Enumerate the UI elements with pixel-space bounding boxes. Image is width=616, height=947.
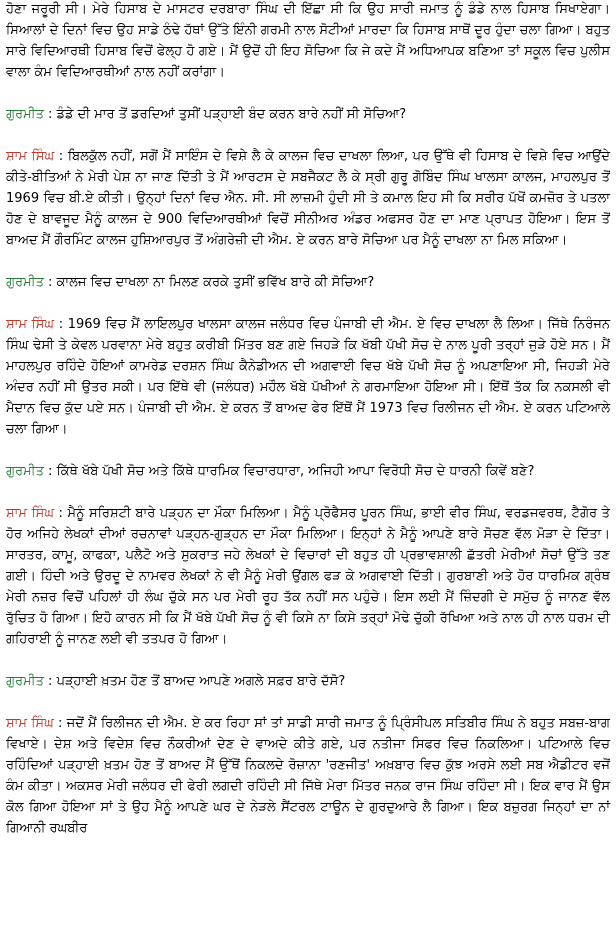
question-1 [6,104,610,125]
speaker-name-interviewee: ਸ਼ਾਮ ਸਿੰਘ [6,317,55,332]
question-4 [6,671,610,692]
answer-text: ਬਿਲਕੁੱਲ ਨਹੀਂ, ਸਗੋਂ ਮੈਂ ਸਾਇੰਸ ਦੇ ਵਿਸ਼ੇ ਲੈ ਕੇ ਕਾਲਜ ਵਿਚ ਦਾਖਲਾ ਲਿਆ, ਪਰ ਉੱਥੇ ਵੀ ਹਿਸਾਬ ਦੇ ਵਿਸ਼ੇ ਵਿਚ ਆਉਂਦੇ ਕੀਤੇ-ਬੀਤਿਆਂ ਨੇ ਮੇਰੀ ਪੇਸ਼ ਨਾ ਜਾਣ ਦਿੱਤੀ ਤੇ ਮੈਂ ਆਰਟਸ ਦੇ ਸਬਜੈਕਟ ਲੈ ਕੇ ਸ੍ਰੀ ਗੁਰੂ ਗੋਬਿੰਦ ਸਿੰਘ ਖਾਲਸਾ ਕਾਲਜ, ਮਾਹਲਪੁਰ ਤੋਂ 1969 ਵਿਚ ਬੀ.ਏ ਕੀਤੀ। ਉਨ੍ਹਾਂ ਦਿਨਾਂ ਵਿਚ ਐਨ. ਸੀ. ਸੀ ਲਾਜ਼ਮੀ ਹੁੰਦੀ ਸੀ ਤੇ ਕਮਾਲ ਇਹ ਸੀ ਕਿ ਸਰੀਰ ਪੱਖੋਂ ਕਮਜ਼ੋਰ ਤੇ ਪਤਲਾ ਹੋਣ ਦੇ ਬਾਵਜੂਦ ਮੈਨੂੰ ਕਾਲਜ ਦੇ 900 ਵਿਦਿਆਰਥੀਆਂ ਵਿਚੋਂ ਸੀਨੀਅਰ ਅੰਡਰ ਅਫਸਰ ਹੋਣ ਦਾ ਮਾਣ ਪ੍ਰਾਪਤ ਹੋਇਆ। ਇਸ ਤੋਂ ਬਾਅਦ ਮੈਂ ਗੌਰਮਿੰਟ ਕਾਲਜ ਹੁਸ਼ਿਆਰਪੁਰ ਤੋਂ ਅੰਗਰੇਜ਼ੀ ਦੀ ਐਮ. ਏ ਕਰਨ ਬਾਰੇ ਸੋਚਿਆ ਪਰ ਮੈਨੂੰ ਦਾਖਲਾ ਨਾ ਮਿਲ ਸਕਿਆ। [6,149,610,248]
answer-1 [6,146,610,251]
answer-2 [6,314,610,440]
question-text: ਪੜ੍ਹਾਈ ਖ਼ਤਮ ਹੋਣ ਤੋਂ ਬਾਅਦ ਆਪਣੇ ਅਗਲੇ ਸਫ਼ਰ ਬਾਰੇ ਦੱਸੋ? [56,674,346,689]
speaker-separator: : [43,275,57,290]
question-3 [6,461,610,482]
speaker-separator: : [43,674,57,689]
answer-text: 1969 ਵਿਚ ਮੈਂ ਲਾਇਲਪੁਰ ਖਾਲਸਾ ਕਾਲਜ ਜਲੰਧਰ ਵਿਚ ਪੰਜਾਬੀ ਦੀ ਐਮ. ਏ ਵਿਚ ਦਾਖਲਾ ਲੈ ਲਿਆ। ਜਿੱਥੇ ਨਿਰੰਜਨ ਸਿੰਘ ਢੇਸੀ ਤੇ ਕੇਵਲ ਪਰਵਾਨਾ ਮੇਰੇ ਬਹੁਤ ਕਰੀਬੀ ਮਿੱਤਰ ਬਣ ਗਏ ਜਿਹੜੇ ਕਿ ਖੱਬੀ ਪੱਖੀ ਸੋਚ ਦੇ ਨਾਲ ਪੂਰੀ ਤਰ੍ਹਾਂ ਜੁੜੇ ਹੋਏ ਸਨ। ਮੈਂ ਮਾਹਲਪੁਰ ਰਹਿੰਦੇ ਹੋਇਆਂ ਕਾਮਰੇਡ ਦਰਸ਼ਨ ਸਿੰਘ ਕੈਨੇਡੀਅਨ ਦੀ ਅਗਵਾਈ ਵਿਚ ਖੱਬੇ ਪੱਖੀ ਸੋਚ ਨੂੰ ਅਪਣਾਇਆ ਸੀ, ਜਿਹੜੀ ਮੇਰੇ ਅੰਦਰ ਨਹੀਂ ਸੀ ਉਤਰ ਸਕੀ। ਪਰ ਇੱਥੇ ਵੀ (ਜਲੰਧਰ) ਮਹੌਲ ਖੱਬੇ ਪੱਖੀਆਂ ਨੇ ਗਰਮਾਇਆ ਹੋਇਆ ਸੀ। ਇੱਥੋਂ ਤੱਕ ਕਿ ਨਕਸਲੀ ਵੀ ਮੈਦਾਨ ਵਿਚ ਕੁੱਦ ਪਏ ਸਨ। ਪੰਜਾਬੀ ਦੀ ਐਮ. ਏ ਕਰਨ ਤੋਂ ਬਾਅਦ ਫੇਰ ਇੱਥੋਂ ਮੈਂ 1973 ਵਿਚ ਰਿਲੀਜਨ ਦੀ ਐਮ. ਏ ਕਰਨ ਪਟਿਆਲੇ ਚਲਾ ਗਿਆ। [6,317,610,437]
paragraph-text: ਹੋਣਾ ਜਰੂਰੀ ਸੀ। ਮੇਰੇ ਹਿਸਾਬ ਦੇ ਮਾਸਟਰ ਦਰਬਾਰਾ ਸਿੰਘ ਦੀ ਇੱਛਾ ਸੀ ਕਿ ਉਹ ਸਾਰੀ ਜਮਾਤ ਨੂੰ ਡੰਡੇ ਨਾਲ ਹਿਸਾਬ ਸਿਖਾਏਗਾ। ਸਿਆਲਾਂ ਦੇ ਦਿਨਾਂ ਵਿਚ ਉਹ ਸਾਡੇ ਠੰਢੇ ਹੱਥਾਂ ਉੱਤੇ ਇੰਨੀ ਗਰਮੀ ਨਾਲ ਸੋਟੀਆਂ ਮਾਰਦਾ ਕਿ ਹਿਸਾਬ ਸਾਥੋਂ ਦੂਰ ਹੁੰਦਾ ਚਲਾ ਗਿਆ। ਬਹੁਤ ਸਾਰੇ ਵਿਦਿਆਰਥੀ ਹਿਸਾਬ ਵਿਚੋਂ ਫੇਲ੍ਹ ਹੋ ਗਏ। ਮੈਂ ਉਦੋਂ ਹੀ ਇਹ ਸੋਚਿਆ ਕਿ ਜੇ ਕਦੇ ਮੈਂ ਅਧਿਆਪਕ ਬਣਿਆ ਤਾਂ ਸਕੂਲ ਵਿਚ ਪੁਲੀਸ ਵਾਲਾ ਕੰਮ ਵਿਦਿਆਰਥੀਆਂ ਨਾਲ ਨਹੀਂ ਕਰਾਂਗਾ। [6,2,610,80]
speaker-separator: : [54,317,68,332]
question-text: ਕਿੱਥੇ ਖੱਬੇ ਪੱਖੀ ਸੋਚ ਅਤੇ ਕਿੱਥੇ ਧਾਰਮਿਕ ਵਿਚਾਰਧਾਰਾ, ਅਜਿਹੀ ਆਪਾ ਵਿਰੋਧੀ ਸੋਚ ਦੇ ਧਾਰਨੀ ਕਿਵੇਂ ਬਣੇ? [56,464,535,479]
question-text: ਡੰਡੇ ਦੀ ਮਾਰ ਤੋਂ ਡਰਦਿਆਂ ਤੁਸੀਂ ਪੜ੍ਹਾਈ ਬੰਦ ਕਰਨ ਬਾਰੇ ਨਹੀਂ ਸੀ ਸੋਚਿਆ? [56,107,407,122]
speaker-name-interviewee: ਸ਼ਾਮ ਸਿੰਘ [6,716,54,731]
speaker-name-interviewer: ਗੁਰਮੀਤ [6,464,44,479]
speaker-name-interviewee: ਸ਼ਾਮ ਸਿੰਘ [6,506,54,521]
answer-text: ਜਦੋਂ ਮੈਂ ਰਿਲੀਜਨ ਦੀ ਐਮ. ਏ ਕਰ ਰਿਹਾ ਸਾਂ ਤਾਂ ਸਾਡੀ ਸਾਰੀ ਜਮਾਤ ਨੂੰ ਪ੍ਰਿੰਸੀਪਲ ਸਤਿਬੀਰ ਸਿੰਘ ਨੇ ਬਹੁਤ ਸਬਜ਼-ਬਾਗ ਵਿਖਾਏ। ਦੇਸ਼ ਅਤੇ ਵਿਦੇਸ਼ ਵਿਚ ਨੌਕਰੀਆਂ ਦੇਣ ਦੇ ਵਾਅਦੇ ਕੀਤੇ ਗਏ, ਪਰ ਨਤੀਜਾ ਸਿਫਰ ਵਿਚ ਨਿਕਲਿਆ। ਪਟਿਆਲੇ ਵਿਚ ਰਹਿੰਦਿਆਂ ਪੜ੍ਹਾਈ ਖ਼ਤਮ ਹੋਣ ਤੋਂ ਬਾਅਦ ਮੈਂ ਉੱਥੋਂ ਨਿਕਲਦੇ ਰੋਜ਼ਾਨਾ 'ਰਣਜੀਤ' ਅਖ਼ਬਾਰ ਵਿਚ ਕੁੱਝ ਅਰਸੇ ਲਈ ਸਬ ਐਡੀਟਰ ਵਜੋਂ ਕੰਮ ਕੀਤਾ। ਅਕਸਰ ਮੇਰੀ ਜਲੰਧਰ ਦੀ ਫੇਰੀ ਲਗਦੀ ਰਹਿੰਦੀ ਸੀ ਜਿੱਥੇ ਮੇਰਾ ਮਿੱਤਰ ਜਨਕ ਰਾਜ ਸਿੰਘ ਰਹਿੰਦਾ ਸੀ। ਇਕ ਵਾਰ ਮੈਂ ਉਸ ਕੋਲ ਗਿਆ ਹੋਇਆ ਸਾਂ ਤੇ ਉਹ ਮੈਨੂੰ ਆਪਣੇ ਘਰ ਦੇ ਨੇੜਲੇ ਸੈਂਟਰਲ ਟਾਊਨ ਦੇ ਗੁਰਦੁਆਰੇ ਲੈ ਗਿਆ। ਇਕ ਬਜ਼ੁਰਗ ਜਿਨ੍ਹਾਂ ਦਾ ਨਾਂ ਗਿਆਨੀ ਰਘਬੀਰ [6,716,610,836]
speaker-name-interviewer: ਗੁਰਮੀਤ [6,275,44,290]
question-2 [6,272,610,293]
speaker-name-interviewer: ਗੁਰਮੀਤ [6,674,44,689]
speaker-name-interviewee: ਸ਼ਾਮ ਸਿੰਘ [6,149,55,164]
question-text: ਕਾਲਜ ਵਿਚ ਦਾਖਲਾ ਨਾ ਮਿਲਣ ਕਰਕੇ ਤੁਸੀਂ ਭਵਿੱਖ ਬਾਰੇ ਕੀ ਸੋਚਿਆ? [56,275,375,290]
paragraph-1 [6,0,610,83]
answer-3 [6,503,610,650]
speaker-separator: : [43,107,57,122]
speaker-separator: : [54,506,68,521]
answer-text: ਮੈਨੂੰ ਸਰਿਸ਼ਟੀ ਬਾਰੇ ਪੜ੍ਹਨ ਦਾ ਮੌਕਾ ਮਿਲਿਆ। ਮੈਨੂੰ ਪ੍ਰੋਫੈਸਰ ਪੂਰਨ ਸਿੰਘ, ਭਾਈ ਵੀਰ ਸਿੰਘ, ਵਰਡਜਵਰਥ, ਟੈਗੋਰ ਤੇ ਹੋਰ ਅਜਿਹੇ ਲੇਖਕਾਂ ਦੀਆਂ ਰਚਨਾਵਾਂ ਪੜ੍ਹਨ-ਗੁੜ੍ਹਨ ਦਾ ਮੌਕਾ ਮਿਲਿਆ। ਇਨ੍ਹਾਂ ਨੇ ਮੈਨੂੰ ਆਪਣੇ ਬਾਰੇ ਸੋਚਣ ਵੱਲ ਮੋੜਾ ਦੇ ਦਿੱਤਾ। ਸਾਰਤਰ, ਕਾਮੂ, ਕਾਫਕਾ, ਪਲੈਟੋ ਅਤੇ ਸੁਕਰਾਤ ਜਹੇ ਲੇਖਕਾਂ ਦੇ ਵਿਚਾਰਾਂ ਦੀ ਬਹੁਤ ਹੀ ਪ੍ਰਭਾਵਸ਼ਾਲੀ ਛੱਤਰੀ ਮੇਰੀਆਂ ਸੋਚਾਂ ਉੱਤੇ ਤਣ ਗਈ। ਹਿੰਦੀ ਅਤੇ ਉਰਦੂ ਦੇ ਨਾਮਵਰ ਲੇਖਕਾਂ ਨੇ ਵੀ ਮੈਨੂੰ ਮੇਰੀ ਉਂਗਲ ਫੜ ਕੇ ਅਗਵਾਈ ਦਿੱਤੀ। ਗੁਰਬਾਣੀ ਅਤੇ ਹੋਰ ਧਾਰਮਿਕ ਗ੍ਰੰਥ ਮੇਰੀ ਨਜ਼ਰ ਵਿਚੋਂ ਪਹਿਲਾਂ ਹੀ ਲੰਘ ਚੁੱਕੇ ਸਨ ਪਰ ਮੇਰੀ ਰੂਹ ਤੱਕ ਨਹੀਂ ਸਨ ਪਹੁੰਚੇ। ਇਸ ਲਈ ਮੈਂ ਜ਼ਿੰਦਗੀ ਦੇ ਸਮੁੱਚ ਨੂੰ ਜਾਨਣ ਵੱਲ ਰੁੱਚਿਤ ਹੋ ਗਿਆ। ਇਹੋ ਕਾਰਨ ਸੀ ਕਿ ਮੈਂ ਖੱਬੇ ਪੱਖੀ ਸੋਚ ਨੂੰ ਵੀ ਕਿਸੇ ਨਾ ਕਿਸੇ ਤਰ੍ਹਾਂ ਮੋਢੇ ਚੁੱਕੀ ਰੱਖਿਆ ਅਤੇ ਨਾਲ ਹੀ ਨਾਲ ਧਰਮ ਦੀ ਗਹਿਰਾਈ ਨੂੰ ਜਾਨਣ ਲਈ ਵੀ ਤਤਪਰ ਹੋ ਗਿਆ। [6,506,610,647]
speaker-separator: : [54,149,68,164]
speaker-separator: : [43,464,57,479]
speaker-separator: : [53,716,67,731]
speaker-name-interviewer: ਗੁਰਮੀਤ [6,107,44,122]
answer-4 [6,713,610,839]
